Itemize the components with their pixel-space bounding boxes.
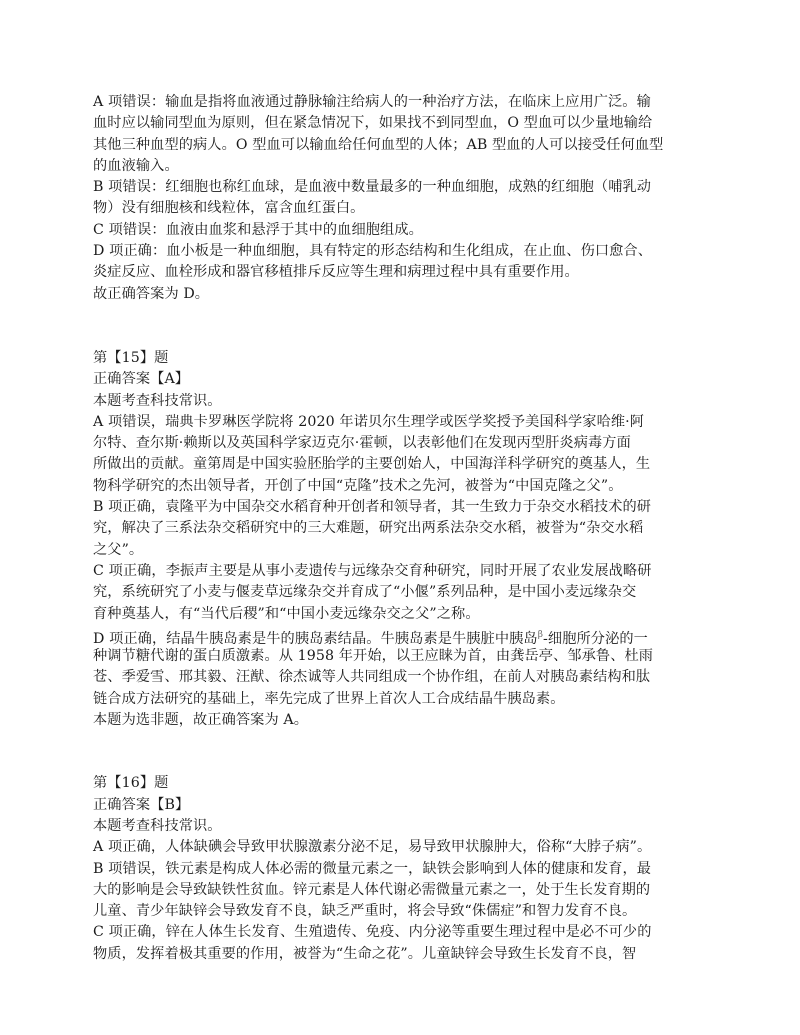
correct-answer: 正确答案【A】 [93,371,190,388]
section-spacer [93,731,718,773]
text-line: 究，系统研究了小麦与偃麦草远缘杂交并育成了“小偃”系列品种，是中国小麦远缘杂交 [93,584,637,601]
text-line: 血时应以输同型血为原则，但在紧急情况下，如果找不到同型血，O 型血可以少量地输给 [93,115,653,132]
question-number: 第【16】题 [93,775,169,792]
text-line: B 项正确，袁隆平为中国杂交水稻育种开创者和领导者，其一生致力于杂交水稻技术的研 [93,499,652,516]
text-line: A 项正确，人体缺碘会导致甲状腺激素分泌不足，易导致甲状腺肿大，俗称“大脖子病”。 [93,839,652,856]
correct-answer: 正确答案【B】 [93,796,190,813]
text-line: A 项错误：输血是指将血液通过静脉输注给病人的一种治疗方法，在临床上应用广泛。输 [93,94,651,110]
section-q15 [93,348,718,731]
text-line [93,625,718,646]
text-line: 大的影响是会导致缺铁性贫血。锌元素是人体代谢必需微量元素之一，处于生长发育期的 [93,881,651,898]
text-line: 所做出的贡献。童第周是中国实验胚胎学的主要创始人，中国海洋科学研究的奠基人，生 [93,456,651,473]
section-q16 [93,773,718,965]
text-line: B 项错误：红细胞也称红血球，是血液中数量最多的一种血细胞，成熟的红细胞（哺乳动 [93,179,652,196]
text-line: 之父”。 [93,541,144,558]
text-line: 物）没有细胞核和线粒体，富含血红蛋白。 [93,200,365,217]
text-line: 物质，发挥着极其重要的作用，被誉为“生命之花”。儿童缺锌会导致生长发育不良，智 [93,945,637,962]
text-line: C 项错误：血液由血浆和悬浮于其中的血细胞组成。 [93,221,423,238]
text-line: 儿童、青少年缺锌会导致发育不良，缺乏严重时，将会导致“侏儒症”和智力发育不良。 [93,903,637,920]
text-line: 的血液输入。 [93,157,179,174]
section-spacer [93,305,718,348]
text-line: C 项正确，李振声主要是从事小麦遗传与远缘杂交育种研究，同时开展了农业发展战略研 [93,562,652,579]
text-line: 尔特、查尔斯·赖斯以及英国科学家迈克尔·霍顿，以表彰他们在发现丙型肝炎病毒方面 [93,435,631,452]
document-page [93,92,718,965]
answer-line: 本题为选非题，故正确答案为 A。 [93,712,308,729]
text-line: C 项正确，锌在人体生长发育、生殖遗传、免疫、内分泌等重要生理过程中是必不可少的 [93,924,652,941]
text-segment: D 项正确，结晶牛胰岛素是牛的胰岛素结晶。牛胰岛素是牛胰脏中胰岛 [93,630,538,647]
topic-line: 本题考查科技常识。 [93,817,222,834]
beta-symbol: β [537,629,544,640]
text-line: 链合成方法研究的基础上，率先完成了世界上首次人工合成结晶牛胰岛素。 [93,690,565,707]
answer-line: 故正确答案为 D。 [93,285,210,302]
text-segment: -细胞所分泌的一 [543,630,648,647]
text-line: 其他三种血型的病人。O 型血可以输血给任何血型的人体；AB 型血的人可以接受任何血型 [93,136,664,153]
section-q14-analysis [93,92,718,305]
text-line: 究，解决了三系法杂交稻研究中的三大难题，研究出两系法杂交水稻，被誉为“杂交水稻 [93,520,644,537]
text-line: 育种奠基人，有“当代后稷”和“中国小麦远缘杂交之父”之称。 [93,605,480,622]
text-line: A 项错误，瑞典卡罗琳医学院将 2020 年诺贝尔生理学或医学奖授予美国科学家哈维·阿 [93,413,645,430]
question-number: 第【15】题 [93,349,169,366]
text-line: 物科学研究的杰出领导者，开创了中国“克隆”技术之先河，被誉为“中国克隆之父”。 [93,477,623,494]
text-line: 苍、季爱雪、邢其毅、汪猷、徐杰诚等人共同组成一个协作组，在前人对胰岛素结构和肽 [93,669,651,686]
topic-line: 本题考查科技常识。 [93,392,222,409]
text-line: 种调节糖代谢的蛋白质激素。从 1958 年开始，以王应睐为首，由龚岳亭、邹承鲁、杜雨 [93,648,654,665]
text-line: B 项错误，铁元素是构成人体必需的微量元素之一，缺铁会影响到人体的健康和发育，最 [93,860,652,877]
text-line: 炎症反应、血栓形成和器官移植排斥反应等生理和病理过程中具有重要作用。 [93,264,579,281]
text-line: D 项正确：血小板是一种血细胞，具有特定的形态结构和生化组成，在止血、伤口愈合、 [93,243,653,260]
